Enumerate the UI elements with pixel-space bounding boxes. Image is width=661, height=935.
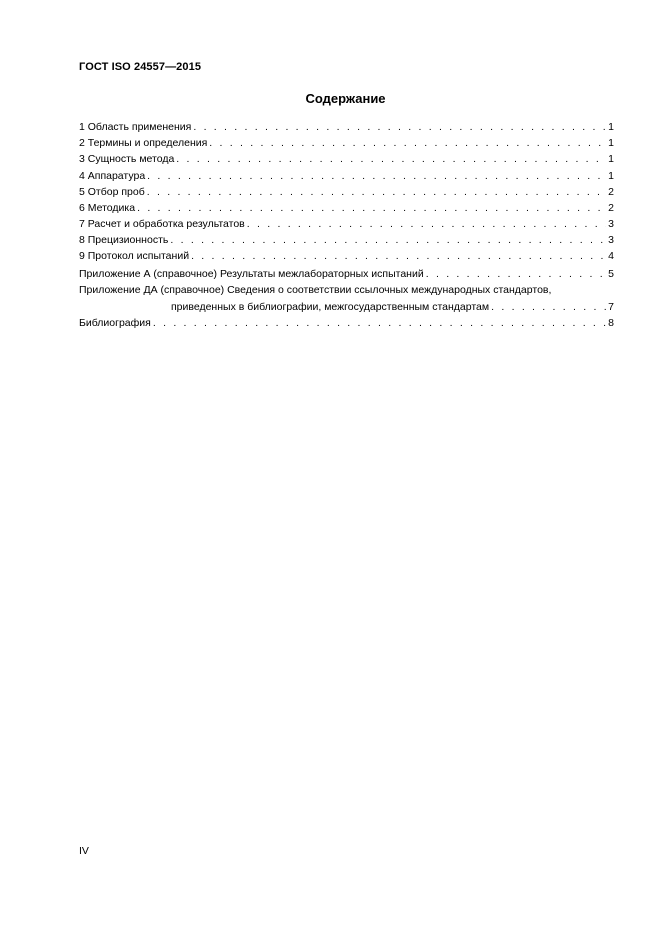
toc-leader-dots (209, 135, 606, 151)
table-of-contents (79, 119, 614, 331)
toc-leader-dots (137, 200, 606, 216)
toc-entry[interactable] (79, 151, 614, 167)
toc-entry-label: Приложение А (справочное) Результаты межлабораторных испытаний (79, 268, 424, 281)
toc-entry-page: 2 (608, 201, 614, 214)
toc-entry[interactable] (79, 119, 614, 135)
toc-entry[interactable] (79, 168, 614, 184)
toc-leader-dots (247, 216, 606, 232)
document-header: ГОСТ ISO 24557—2015 (79, 61, 202, 73)
toc-entry-label: 3 Сущность метода (79, 153, 175, 166)
toc-leader-dots (147, 184, 606, 200)
toc-entry-page: 2 (608, 185, 614, 198)
toc-leader-dots (147, 168, 606, 184)
toc-entry-bibliography[interactable] (79, 315, 614, 331)
toc-entry[interactable] (79, 184, 614, 200)
toc-title: Содержание (305, 91, 386, 106)
toc-entry-label-line1: Приложение ДА (справочное) Сведения о соответствии ссылочных международных стандартов, (79, 284, 552, 297)
toc-entry-label: 4 Аппаратура (79, 169, 146, 182)
toc-entry-page: 5 (608, 268, 614, 281)
toc-entry-page: 3 (608, 234, 614, 247)
toc-entry[interactable] (79, 135, 614, 151)
toc-entry-label: Библиография (79, 316, 151, 329)
toc-entry-page: 8 (608, 316, 614, 329)
toc-entry[interactable] (79, 200, 614, 216)
toc-entry-label: 7 Расчет и обработка результатов (79, 218, 245, 231)
toc-entry-label: 5 Отбор проб (79, 185, 145, 198)
toc-entry-label: 9 Протокол испытаний (79, 250, 190, 263)
toc-leader-dots (426, 266, 606, 282)
toc-entry-page: 1 (608, 120, 614, 133)
toc-entry-page: 4 (608, 250, 614, 263)
toc-leader-dots (153, 315, 606, 331)
toc-entry-page: 1 (608, 169, 614, 182)
toc-leader-dots (191, 249, 606, 265)
toc-entry-label-line2: приведенных в библиографии, межгосударственным стандартам (171, 300, 490, 313)
toc-entry-page: 7 (608, 300, 614, 313)
toc-entry-label: 1 Область применения (79, 120, 192, 133)
toc-entry[interactable] (79, 232, 614, 248)
toc-leader-dots (491, 299, 606, 315)
toc-entry-page: 3 (608, 218, 614, 231)
toc-leader-dots (170, 232, 606, 248)
toc-entry[interactable] (79, 216, 614, 232)
toc-entry-label: 6 Методика (79, 201, 136, 214)
toc-entry-continuation (79, 299, 614, 315)
toc-entry-appendix-da[interactable] (79, 282, 614, 314)
page-number: IV (79, 845, 89, 857)
toc-entry-page: 1 (608, 153, 614, 166)
toc-leader-dots (176, 151, 606, 167)
toc-entry[interactable] (79, 249, 614, 265)
toc-entry-page: 1 (608, 137, 614, 150)
toc-entry-appendix-a[interactable] (79, 266, 614, 282)
toc-entry-label: 2 Термины и определения (79, 137, 208, 150)
toc-entry-label: 8 Прецизионность (79, 234, 169, 247)
toc-leader-dots (193, 119, 606, 135)
